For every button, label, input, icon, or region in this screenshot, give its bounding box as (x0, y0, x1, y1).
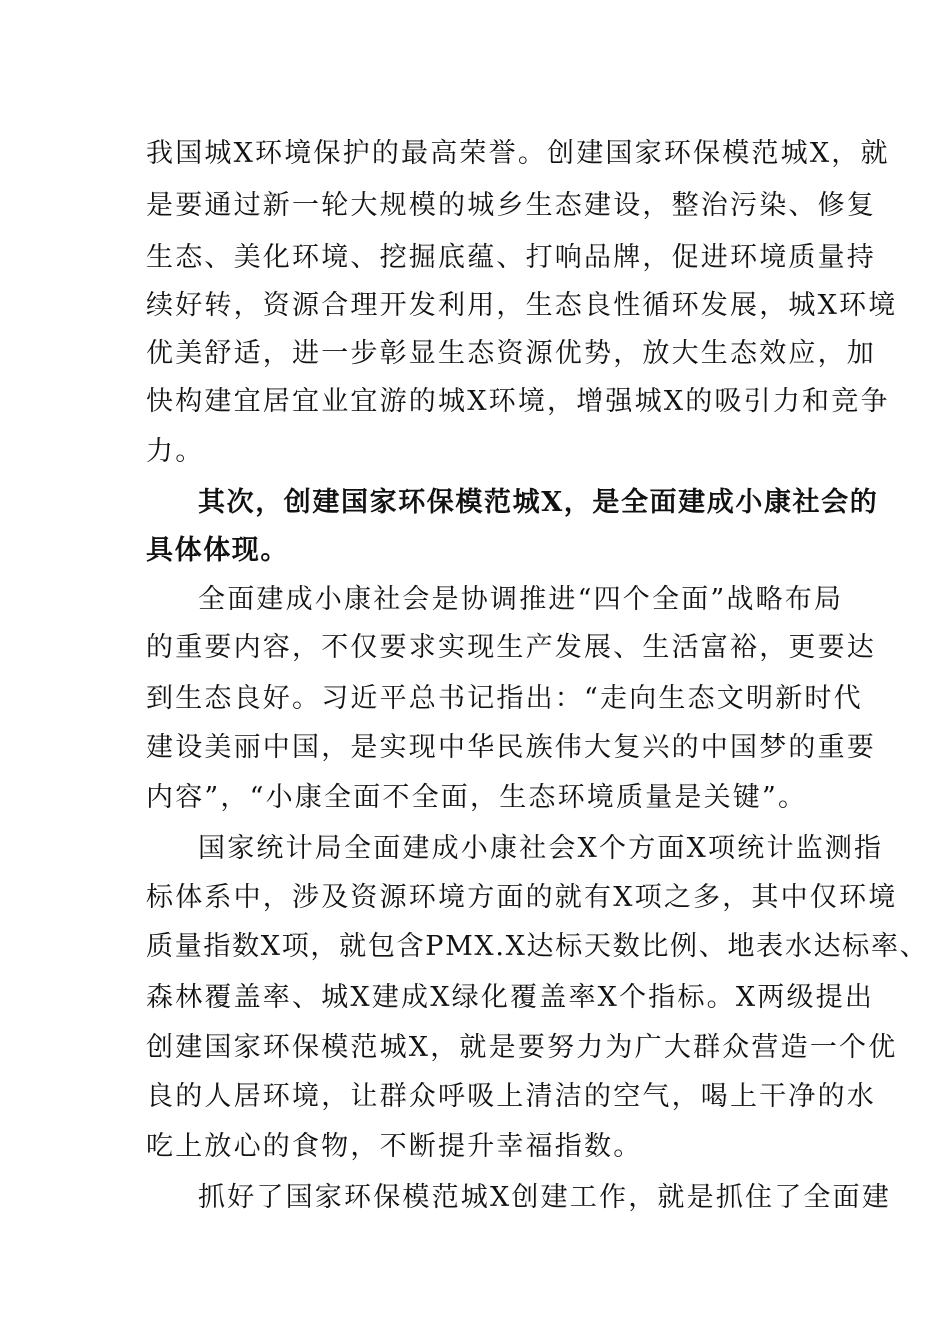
text-line: 创建国家环保模范城X，就是要努力为广大群众营造一个优 (146, 1032, 898, 1063)
section-heading: 其次，创建国家环保模范城X，是全面建成小康社会的 (198, 487, 879, 518)
text-line: 全面建成小康社会是协调推进“四个全面”战略布局 (198, 584, 844, 615)
text-line: 我国城X环境保护的最高荣誉。创建国家环保模范城X，就 (146, 138, 890, 169)
text-line: 抓好了国家环保模范城X创建工作，就是抓住了全面建 (198, 1182, 892, 1213)
text-line: 建设美丽中国，是实现中华民族伟大复兴的中国梦的重要 (146, 732, 876, 763)
text-line: 优美舒适，进一步彰显生态资源优势，放大生态效应，加 (146, 338, 876, 369)
text-line: 国家统计局全面建成小康社会X个方面X项统计监测指 (198, 833, 884, 864)
text-line: 力。 (146, 436, 205, 467)
text-line: 生态、美化环境、挖掘底蕴、打响品牌，促进环境质量持 (146, 242, 876, 273)
text-line: 标体系中，涉及资源环境方面的就有X项之多，其中仅环境 (146, 882, 898, 913)
text-line: 森林覆盖率、城X建成X绿化覆盖率X个指标。X两级提出 (146, 982, 875, 1013)
text-line: 内容”，“小康全面不全面，生态环境质量是关键”。 (146, 782, 808, 813)
text-line: 到生态良好。习近平总书记指出：“走向生态文明新时代 (146, 683, 863, 714)
text-line: 快构建宜居宜业宜游的城X环境，增强城X的吸引力和竞争 (146, 386, 890, 417)
text-line: 吃上放心的食物，不断提升幸福指数。 (146, 1131, 643, 1162)
section-heading-continued: 具体体现。 (146, 535, 289, 566)
text-line: 良的人居环境，让群众呼吸上清洁的空气，喝上干净的水 (146, 1081, 876, 1112)
text-line: 的重要内容，不仅要求实现生产发展、生活富裕，更要达 (146, 632, 876, 663)
text-line: 续好转，资源合理开发利用，生态良性循环发展，城X环境 (146, 290, 898, 321)
text-line: 是要通过新一轮大规模的城乡生态建设，整治污染、修复 (146, 190, 876, 221)
text-line: 质量指数X项，就包含PMX.X达标天数比例、地表水达标率、 (146, 931, 929, 962)
